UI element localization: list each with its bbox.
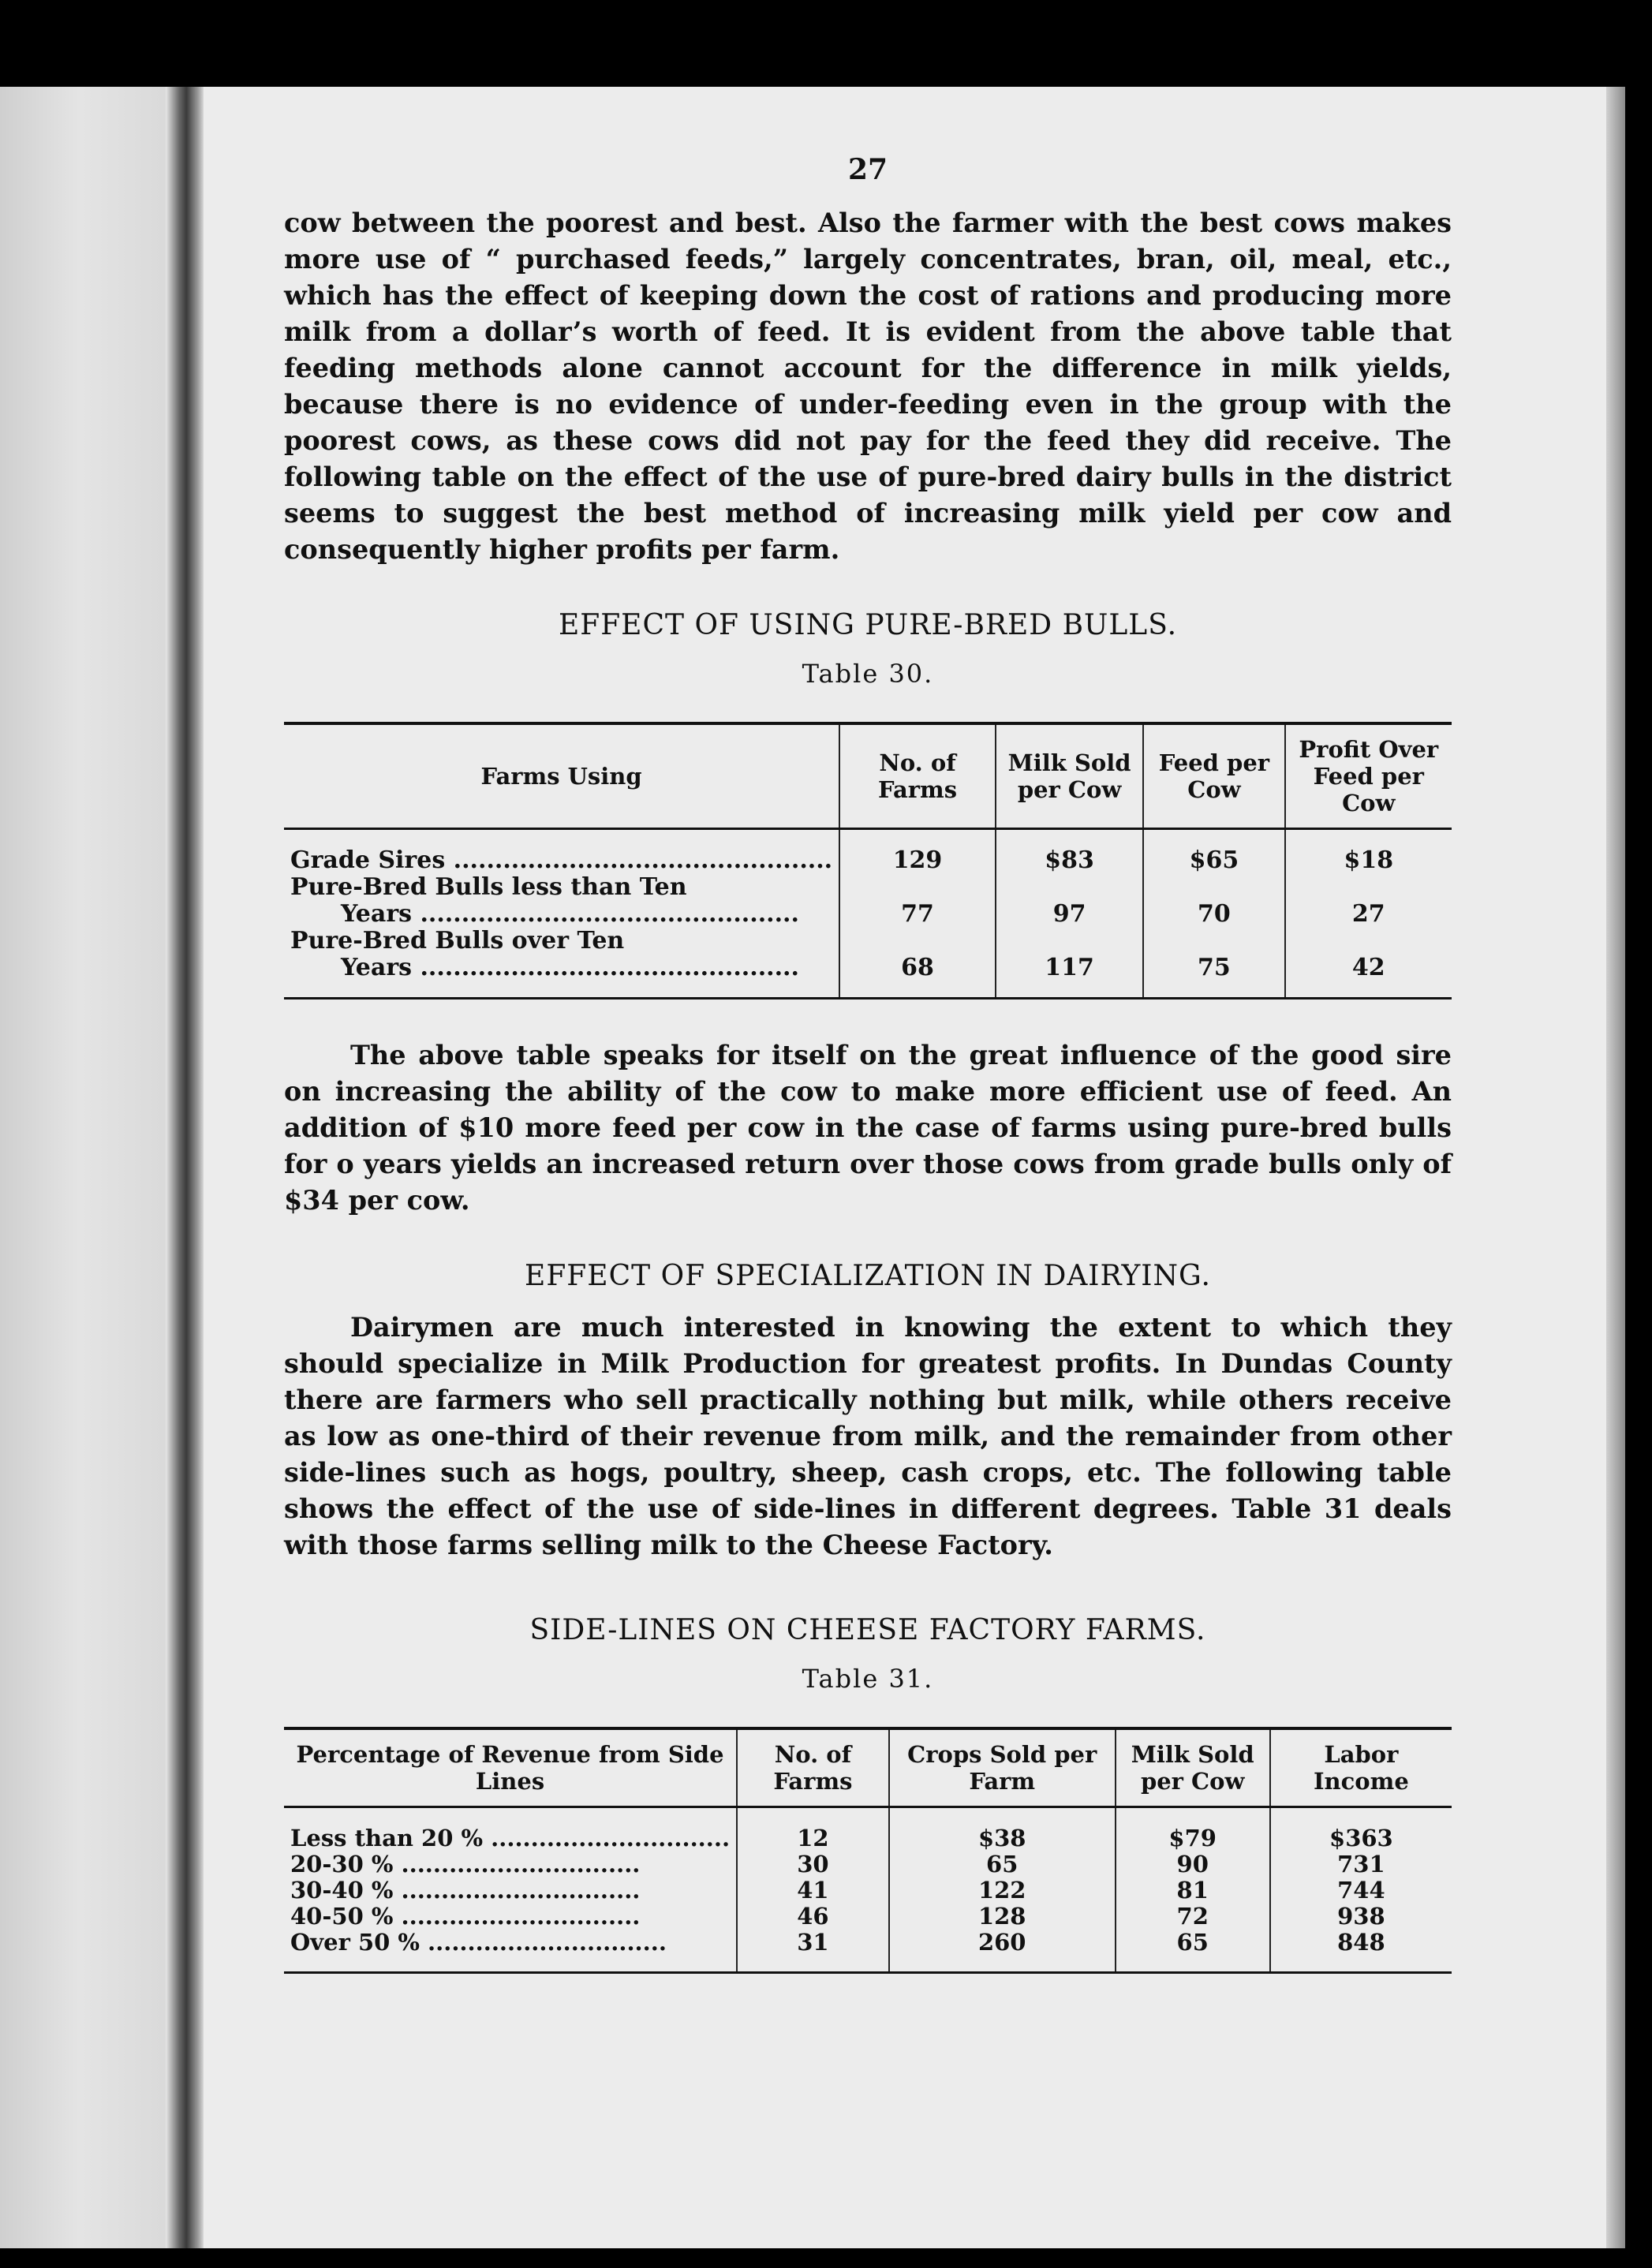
- page-number: 27: [847, 153, 888, 186]
- table-row: [284, 829, 1452, 875]
- column-header: Percentage of Revenue from Side Lines: [284, 1728, 737, 1807]
- cell-profit: 42: [1285, 928, 1452, 999]
- cell-milk: 97: [996, 874, 1143, 928]
- cell-milk: 81: [1116, 1878, 1270, 1904]
- column-header: No. of Farms: [737, 1728, 889, 1807]
- cell-feed: 70: [1143, 874, 1284, 928]
- table-31: [284, 1727, 1452, 1974]
- cell-farms: 31: [737, 1930, 889, 1973]
- cell-crops: 65: [889, 1851, 1116, 1878]
- row-label: Over 50 % ..............................: [284, 1930, 737, 1973]
- column-header: Milk Sold per Cow: [1116, 1728, 1270, 1807]
- cell-farms: 68: [839, 928, 996, 999]
- cell-profit: $18: [1285, 829, 1452, 875]
- cell-labor: 731: [1270, 1851, 1452, 1878]
- table-row: [284, 1851, 1452, 1878]
- table-row: [284, 928, 1452, 999]
- column-header: Crops Sold per Farm: [889, 1728, 1116, 1807]
- cell-milk: $83: [996, 829, 1143, 875]
- table-30: [284, 722, 1452, 999]
- table-row: [284, 1807, 1452, 1852]
- row-label: 40-50 % ..............................: [290, 1904, 641, 1930]
- cell-farms: 46: [737, 1904, 889, 1930]
- paragraph-2: The above table speaks for itself on the great influence of the good sire on increasing the ability of the cow to make more efficient use of feed. An addition of $10 more feed per cow in the case of farms using pure-bred bulls for o years yields an increased return over those cows from grade bulls only of $34 per cow.: [284, 1040, 1452, 1216]
- cell-farms: 30: [737, 1851, 889, 1878]
- row-label: 20-30 % ..............................: [290, 1851, 641, 1878]
- table-row: [284, 1904, 1452, 1930]
- table-row: [284, 874, 1452, 928]
- cell-feed: $65: [1143, 829, 1284, 875]
- cell-farms: 41: [737, 1878, 889, 1904]
- cell-milk: 90: [1116, 1851, 1270, 1878]
- table-30-label: Table 30.: [802, 659, 934, 689]
- column-header: Farms Using: [284, 723, 839, 829]
- column-header: Feed per Cow: [1143, 723, 1284, 829]
- cell-labor: 938: [1270, 1904, 1452, 1930]
- table-row: [284, 1930, 1452, 1973]
- column-header: Labor Income: [1270, 1728, 1452, 1807]
- book-gutter: [166, 87, 204, 2248]
- cell-labor: $363: [1270, 1807, 1452, 1852]
- cell-profit: 27: [1285, 874, 1452, 928]
- cell-farms: 77: [839, 874, 996, 928]
- page-content: [284, 142, 1452, 1974]
- cell-crops: $38: [889, 1807, 1116, 1852]
- cell-crops: 128: [889, 1904, 1116, 1930]
- cell-labor: 848: [1270, 1930, 1452, 1973]
- table-row: [284, 1878, 1452, 1904]
- column-header: Profit Over Feed per Cow: [1285, 723, 1452, 829]
- cell-feed: 75: [1143, 928, 1284, 999]
- cell-crops: 122: [889, 1878, 1116, 1904]
- section-title-pure-bred-bulls: EFFECT OF USING PURE-BRED BULLS.: [558, 609, 1178, 641]
- row-label: Grade Sires ..............................................: [290, 846, 833, 874]
- table-31-label: Table 31.: [802, 1664, 934, 1694]
- section-title-specialization: EFFECT OF SPECIALIZATION IN DAIRYING.: [525, 1260, 1211, 1292]
- cell-farms: 12: [737, 1807, 889, 1852]
- page-right-edge: [1606, 87, 1625, 2248]
- cell-farms: 129: [839, 829, 996, 875]
- row-label: Less than 20 % ..............................: [290, 1825, 731, 1851]
- row-label: 30-40 % ..............................: [290, 1878, 641, 1904]
- table-header-row: [284, 723, 1452, 829]
- column-header: Milk Sold per Cow: [996, 723, 1143, 829]
- cell-milk: $79: [1116, 1807, 1270, 1852]
- cell-milk: 65: [1116, 1930, 1270, 1973]
- column-header: No. of Farms: [839, 723, 996, 829]
- section-title-side-lines: SIDE-LINES ON CHEESE FACTORY FARMS.: [529, 1614, 1206, 1646]
- paragraph-3: Dairymen are much interested in knowing the extent to which they should specialize in Milk Production for greatest profits. In Dundas County there are farmers who sell practically nothing but milk, while others receive as low as one-third of their revenue from milk, and the remainder from other side-lines such as hogs, poultry, sheep, cash crops, etc. The following table shows the effect of the use of side-lines in different degrees. Table 31 deals with those farms selling milk to the Cheese Factory.: [284, 1312, 1452, 1560]
- cell-labor: 744: [1270, 1878, 1452, 1904]
- cell-milk: 72: [1116, 1904, 1270, 1930]
- cell-crops: 260: [889, 1930, 1116, 1973]
- paragraph-1: cow between the poorest and best. Also the farmer with the best cows makes more use of “ purchased feeds,” largely concentrates, bran, oil, meal, etc., which has the effect of keeping down the cost of rations and producing more milk from a dollar’s worth of feed. It is evident from the above table that feeding methods alone cannot account for the difference in milk yields, because there is no evidence of under-feeding even in the group with the poorest cows, as these cows did not pay for the feed they did receive. The following table on the effect of the use of pure-bred dairy bulls in the district seems to suggest the best method of increasing milk yield per cow and consequently higher profits per farm.: [284, 207, 1452, 565]
- table-header-row: [284, 1728, 1452, 1807]
- row-label: Pure-Bred Bulls less than Ten Years ..............................................: [290, 873, 799, 928]
- row-label: Pure-Bred Bulls over Ten Years ..............................................: [284, 928, 839, 999]
- cell-milk: 117: [996, 928, 1143, 999]
